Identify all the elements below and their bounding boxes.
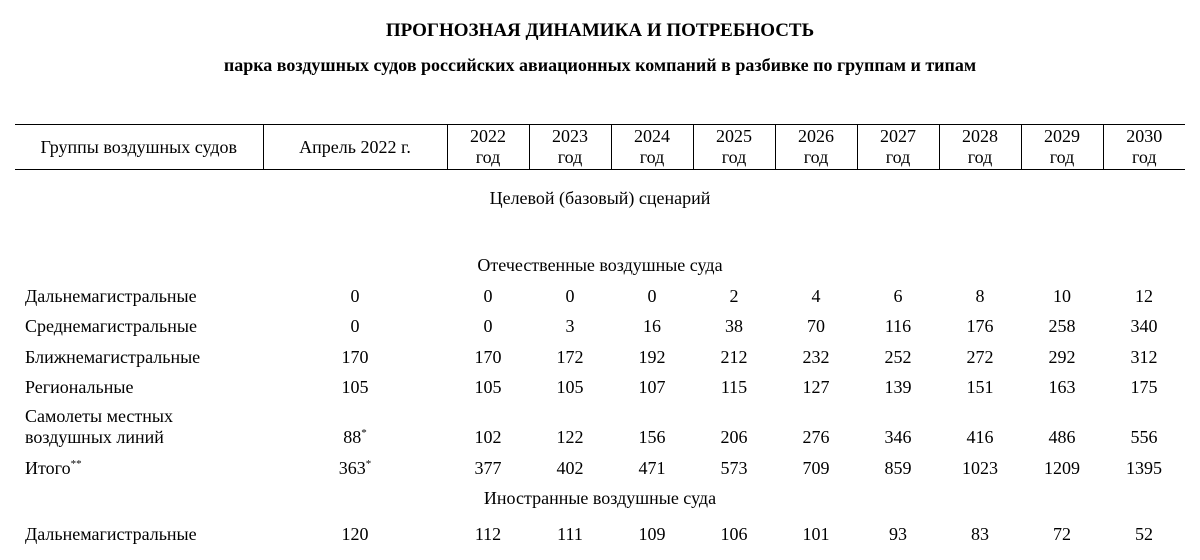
- footnote-mark: **: [70, 457, 82, 470]
- cell-value: 573: [720, 457, 748, 478]
- cell-value: 252: [884, 346, 912, 367]
- row-name-line1: Самолеты местных: [25, 406, 173, 426]
- cell-april: [263, 448, 447, 479]
- table-row: [15, 398, 1185, 448]
- header-year: [775, 125, 857, 170]
- table-row: [15, 368, 1185, 399]
- table-row: [15, 509, 1185, 545]
- cell-value: 107: [638, 377, 666, 397]
- header-year: [693, 125, 775, 170]
- cell-value: 12: [1135, 285, 1153, 306]
- cell-value: 170: [474, 346, 502, 367]
- cell-value: 0: [483, 285, 493, 306]
- row-name-line2: воздушных линий: [25, 427, 164, 447]
- scenario-row: [15, 170, 1185, 227]
- table-row-total: [15, 448, 1185, 479]
- cell-value: 859: [884, 457, 912, 478]
- header-year-value: 2026: [798, 126, 834, 146]
- header-year: [1021, 125, 1103, 170]
- cell-april: [263, 398, 447, 448]
- document-subtitle: парка воздушных судов российских авиационных компаний в разбивке по группам и типам: [223, 55, 977, 75]
- cell-value: 105: [556, 377, 584, 397]
- document-title: ПРОГНОЗНАЯ ДИНАМИКА И ПОТРЕБНОСТЬ: [385, 20, 815, 41]
- header-year-suffix: год: [1131, 147, 1157, 167]
- cell-value: 292: [1048, 346, 1076, 367]
- cell-april-value: 88: [343, 427, 362, 447]
- cell-value: 8: [975, 285, 985, 306]
- cell-value: 105: [474, 377, 502, 397]
- cell-value: 556: [1130, 427, 1158, 447]
- cell-value: 192: [638, 346, 666, 367]
- header-year-suffix: год: [1049, 147, 1075, 167]
- cell-april-value: 363: [338, 457, 366, 478]
- cell-value: 0: [565, 285, 575, 306]
- header-year-value: 2027: [880, 126, 916, 146]
- cell-value: 70: [807, 316, 825, 336]
- cell-value: 276: [802, 427, 830, 447]
- cell-value: 1023: [962, 457, 998, 478]
- cell-value: 115: [720, 377, 748, 397]
- section-row-domestic: [15, 226, 1185, 276]
- cell-value: 102: [474, 427, 502, 447]
- row-name: Дальнемагистральные: [25, 523, 197, 544]
- cell-april: 0: [350, 316, 360, 336]
- row-name-text: Итого: [25, 457, 71, 478]
- cell-value: 83: [971, 523, 989, 544]
- cell-value: 346: [884, 427, 912, 447]
- header-group: Группы воздушных судов: [40, 136, 238, 157]
- header-year: [857, 125, 939, 170]
- cell-april: 170: [341, 346, 369, 367]
- header-year-suffix: год: [967, 147, 993, 167]
- row-name: [15, 398, 263, 448]
- section-label-foreign: Иностранные воздушные суда: [483, 487, 717, 508]
- row-name: Ближнемагистральные: [25, 346, 201, 367]
- row-name: [15, 448, 263, 479]
- cell-value: 377: [474, 457, 502, 478]
- cell-value: 0: [647, 285, 657, 306]
- cell-value: 116: [884, 316, 912, 336]
- header-april: Апрель 2022 г.: [263, 125, 447, 170]
- fleet-forecast-table: [15, 124, 1185, 545]
- cell-value: 93: [889, 523, 907, 544]
- cell-value: 258: [1048, 316, 1076, 336]
- cell-value: 176: [966, 316, 994, 336]
- footnote-mark: *: [361, 427, 367, 439]
- cell-value: 72: [1053, 523, 1071, 544]
- section-label-domestic: Отечественные воздушные суда: [477, 255, 723, 275]
- cell-value: 232: [802, 346, 830, 367]
- cell-value: 139: [884, 377, 912, 397]
- cell-value: 416: [966, 427, 994, 447]
- header-year-value: 2025: [716, 126, 752, 146]
- cell-value: 163: [1048, 377, 1076, 397]
- header-year-suffix: год: [721, 147, 747, 167]
- cell-value: 127: [802, 377, 830, 397]
- cell-value: 1395: [1126, 457, 1162, 478]
- cell-value: 16: [643, 316, 661, 336]
- header-year-value: 2024: [634, 126, 670, 146]
- cell-value: 112: [474, 523, 502, 544]
- cell-value: 38: [725, 316, 743, 336]
- cell-value: 4: [811, 285, 821, 306]
- cell-value: 111: [557, 523, 583, 544]
- table-row: [15, 337, 1185, 368]
- table-row: [15, 276, 1185, 307]
- cell-value: 1209: [1044, 457, 1080, 478]
- cell-value: 175: [1130, 377, 1158, 397]
- cell-value: 122: [556, 427, 584, 447]
- cell-april: 120: [341, 523, 369, 544]
- table-row: [15, 307, 1185, 338]
- header-year-value: 2028: [962, 126, 998, 146]
- scenario-label: Целевой (базовый) сценарий: [489, 187, 711, 208]
- cell-value: 272: [966, 346, 994, 367]
- header-year: [939, 125, 1021, 170]
- cell-value: 709: [802, 457, 830, 478]
- cell-value: 101: [802, 523, 830, 544]
- footnote-mark: *: [365, 457, 372, 470]
- table-header-row: [15, 125, 1185, 170]
- header-year-value: 2030: [1126, 126, 1163, 146]
- header-year: [447, 125, 529, 170]
- section-row-foreign: [15, 479, 1185, 509]
- header-year-suffix: год: [885, 147, 911, 167]
- cell-april: 105: [341, 377, 369, 397]
- cell-value: 2: [729, 285, 739, 306]
- header-year-value: 2022: [470, 126, 506, 146]
- header-year: [529, 125, 611, 170]
- header-year: [1103, 125, 1185, 170]
- cell-value: 6: [893, 285, 903, 306]
- cell-value: 471: [638, 457, 666, 478]
- cell-value: 109: [638, 523, 666, 544]
- cell-value: 172: [556, 346, 584, 367]
- row-name: Дальнемагистральные: [25, 285, 197, 306]
- cell-value: 52: [1135, 523, 1153, 544]
- cell-value: 156: [638, 427, 666, 447]
- cell-value: 486: [1048, 427, 1076, 447]
- row-name: Среднемагистральные: [25, 316, 197, 336]
- cell-value: 106: [720, 523, 748, 544]
- cell-value: 212: [720, 346, 748, 367]
- header-year: [611, 125, 693, 170]
- cell-value: 340: [1130, 316, 1158, 336]
- cell-value: 402: [556, 457, 584, 478]
- cell-value: 0: [483, 316, 493, 336]
- cell-value: 10: [1053, 285, 1071, 306]
- header-year-suffix: год: [803, 147, 829, 167]
- header-year-suffix: год: [639, 147, 665, 167]
- cell-value: 312: [1130, 346, 1158, 367]
- cell-value: 3: [565, 316, 575, 336]
- header-year-value: 2023: [552, 126, 588, 146]
- header-year-suffix: год: [475, 147, 501, 167]
- cell-value: 151: [966, 377, 994, 397]
- row-name: Региональные: [25, 377, 134, 397]
- cell-value: 206: [720, 427, 748, 447]
- header-year-suffix: год: [557, 147, 583, 167]
- header-year-value: 2029: [1044, 126, 1080, 146]
- cell-april: 0: [350, 285, 360, 306]
